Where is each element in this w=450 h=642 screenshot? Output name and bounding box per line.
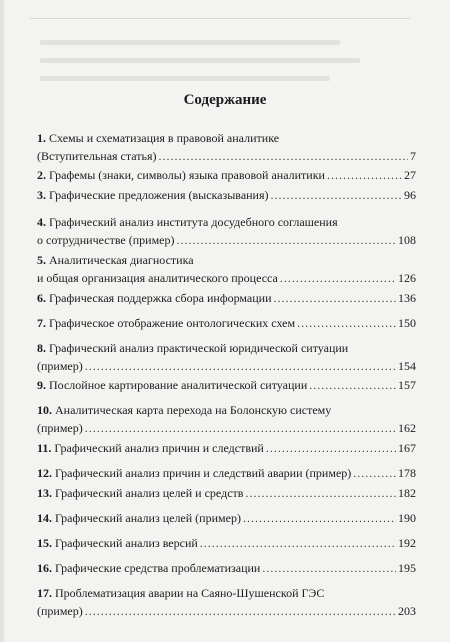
toc-page-number: 27 (404, 168, 416, 182)
toc-entry[interactable] (37, 584, 416, 620)
toc-entry-line (37, 534, 416, 552)
dot-leader (85, 357, 396, 375)
toc-entry-line (37, 464, 416, 482)
toc-entry-title: Проблематизация аварии на Саяно-Шушенской ГЭС (55, 586, 325, 600)
toc-page-number: 154 (398, 359, 416, 373)
toc-entry-number: 8. (37, 341, 46, 355)
toc-entry[interactable] (37, 166, 416, 184)
toc-entry-line (37, 401, 416, 419)
toc-entry-line (37, 439, 416, 457)
dot-leader (309, 376, 396, 394)
dot-leader (297, 314, 396, 332)
dot-leader (85, 419, 396, 437)
toc-entry-number: 10. (37, 403, 52, 417)
toc-entry-title: Графический анализ института досудебного соглашения (49, 215, 338, 229)
toc-entry-number: 9. (37, 378, 46, 392)
toc-entry-title: Графический анализ причин и следствий (54, 441, 264, 455)
toc-entry[interactable] (37, 464, 416, 482)
toc-entry-title: Графический анализ причин и следствий аварии (пример) (55, 466, 352, 480)
dot-leader (266, 439, 396, 457)
dot-leader (353, 464, 396, 482)
toc-entry-number: 2. (37, 168, 46, 182)
toc-entry[interactable] (37, 401, 416, 437)
dot-leader (177, 231, 396, 249)
toc-entry-line (37, 376, 416, 394)
toc-page-number: 96 (404, 188, 416, 202)
toc-entry-number: 3. (37, 188, 46, 202)
toc-page-number: 203 (398, 604, 416, 618)
toc-entry-title: Графический анализ целей и средств (55, 486, 244, 500)
dot-leader (85, 602, 396, 620)
toc-entry-line (37, 213, 416, 231)
toc-entry-number: 12. (37, 466, 52, 480)
toc-entry[interactable] (37, 186, 416, 204)
toc-entry-line (37, 289, 416, 307)
toc-entry-line (37, 129, 416, 147)
toc-entry-line (37, 584, 416, 602)
toc-entry-title: Графический анализ целей (пример) (55, 511, 241, 525)
page-title: Содержание (183, 92, 267, 108)
toc-entry-line (37, 419, 416, 437)
toc-page-number: 7 (410, 149, 416, 163)
toc-entry[interactable] (37, 339, 416, 375)
toc-page-number: 190 (398, 511, 416, 525)
toc-entry[interactable] (37, 376, 416, 394)
dot-leader (262, 559, 396, 577)
toc-page-number: 192 (398, 536, 416, 550)
dot-leader (280, 269, 396, 287)
toc-page-number: 157 (398, 378, 416, 392)
dot-leader (243, 509, 396, 527)
toc-page-number: 195 (398, 561, 416, 575)
toc-entry-title: Аналитическая карта перехода на Болонскую систему (55, 403, 332, 417)
toc-entry-title: Аналитическая диагностика (49, 253, 194, 267)
toc-entry-title: Графическое отображение онтологических схем (49, 316, 296, 330)
toc-entry-title: и общая организация аналитического процесса (37, 271, 278, 285)
toc-entry-line (37, 166, 416, 184)
dot-leader (245, 484, 396, 502)
toc-entry-title: Послойное картирование аналитической ситуации (49, 378, 308, 392)
toc-entry-line (37, 147, 416, 165)
toc-entry[interactable] (37, 129, 416, 165)
toc-entry-title: Графическая поддержка сбора информации (49, 291, 272, 305)
toc-page-number: 136 (398, 291, 416, 305)
toc-entry-title: (Вступительная статья) (37, 149, 157, 163)
toc-entry-title: Графические средства проблематизации (55, 561, 261, 575)
toc-entry-line (37, 357, 416, 375)
dot-leader (274, 289, 396, 307)
toc-entry-line (37, 509, 416, 527)
toc-page-number: 108 (398, 233, 416, 247)
dot-leader (327, 166, 402, 184)
toc-entry-line (37, 314, 416, 332)
toc-entry-number: 16. (37, 561, 52, 575)
toc-entry-number: 4. (37, 215, 46, 229)
toc-entry-number: 17. (37, 586, 52, 600)
toc-entry-number: 6. (37, 291, 46, 305)
toc-entry[interactable] (37, 289, 416, 307)
toc-entry-number: 1. (37, 131, 46, 145)
toc-page-number: 182 (398, 486, 416, 500)
toc-entry-line (37, 186, 416, 204)
dot-leader (159, 147, 408, 165)
toc-entry-line (37, 339, 416, 357)
toc-entry-number: 13. (37, 486, 52, 500)
toc-entry-title: Схемы и схематизация в правовой аналитике (49, 131, 280, 145)
toc-entry-line (37, 231, 416, 249)
toc-entry-number: 11. (37, 441, 52, 455)
toc-entry[interactable] (37, 559, 416, 577)
toc-entry-number: 15. (37, 536, 52, 550)
toc-entry-number: 14. (37, 511, 52, 525)
toc-entry[interactable] (37, 484, 416, 502)
toc-entry[interactable] (37, 439, 416, 457)
toc-entry[interactable] (37, 509, 416, 527)
toc-entry-line (37, 602, 416, 620)
toc-page-number: 178 (398, 466, 416, 480)
toc-entry-line (37, 251, 416, 269)
toc-entry-title: Графический анализ практической юридической ситуации (49, 341, 349, 355)
toc-entry[interactable] (37, 213, 416, 249)
show-through-text (0, 0, 450, 92)
toc-page-number: 162 (398, 421, 416, 435)
toc-entry-title: (пример) (37, 604, 83, 618)
toc-page-number: 126 (398, 271, 416, 285)
dot-leader (200, 534, 396, 552)
toc-page-number: 167 (398, 441, 416, 455)
toc-entry-title: Графемы (знаки, символы) языка правовой аналитики (49, 168, 325, 182)
toc-entry-line (37, 484, 416, 502)
toc-entry-title: Графические предложения (высказывания) (49, 188, 269, 202)
dot-leader (271, 186, 403, 204)
toc-entry-title: Графический анализ версий (55, 536, 198, 550)
toc-entry-number: 5. (37, 253, 46, 267)
toc-entry-line (37, 559, 416, 577)
toc-page-number: 150 (398, 316, 416, 330)
toc-entry[interactable] (37, 314, 416, 332)
toc-entry-title: о сотрудничестве (пример) (37, 233, 175, 247)
toc-entry[interactable] (37, 534, 416, 552)
toc-entry-title: (пример) (37, 359, 83, 373)
toc-entry-number: 7. (37, 316, 46, 330)
toc-entry-line (37, 269, 416, 287)
toc-entry-title: (пример) (37, 421, 83, 435)
toc-entry[interactable] (37, 251, 416, 287)
